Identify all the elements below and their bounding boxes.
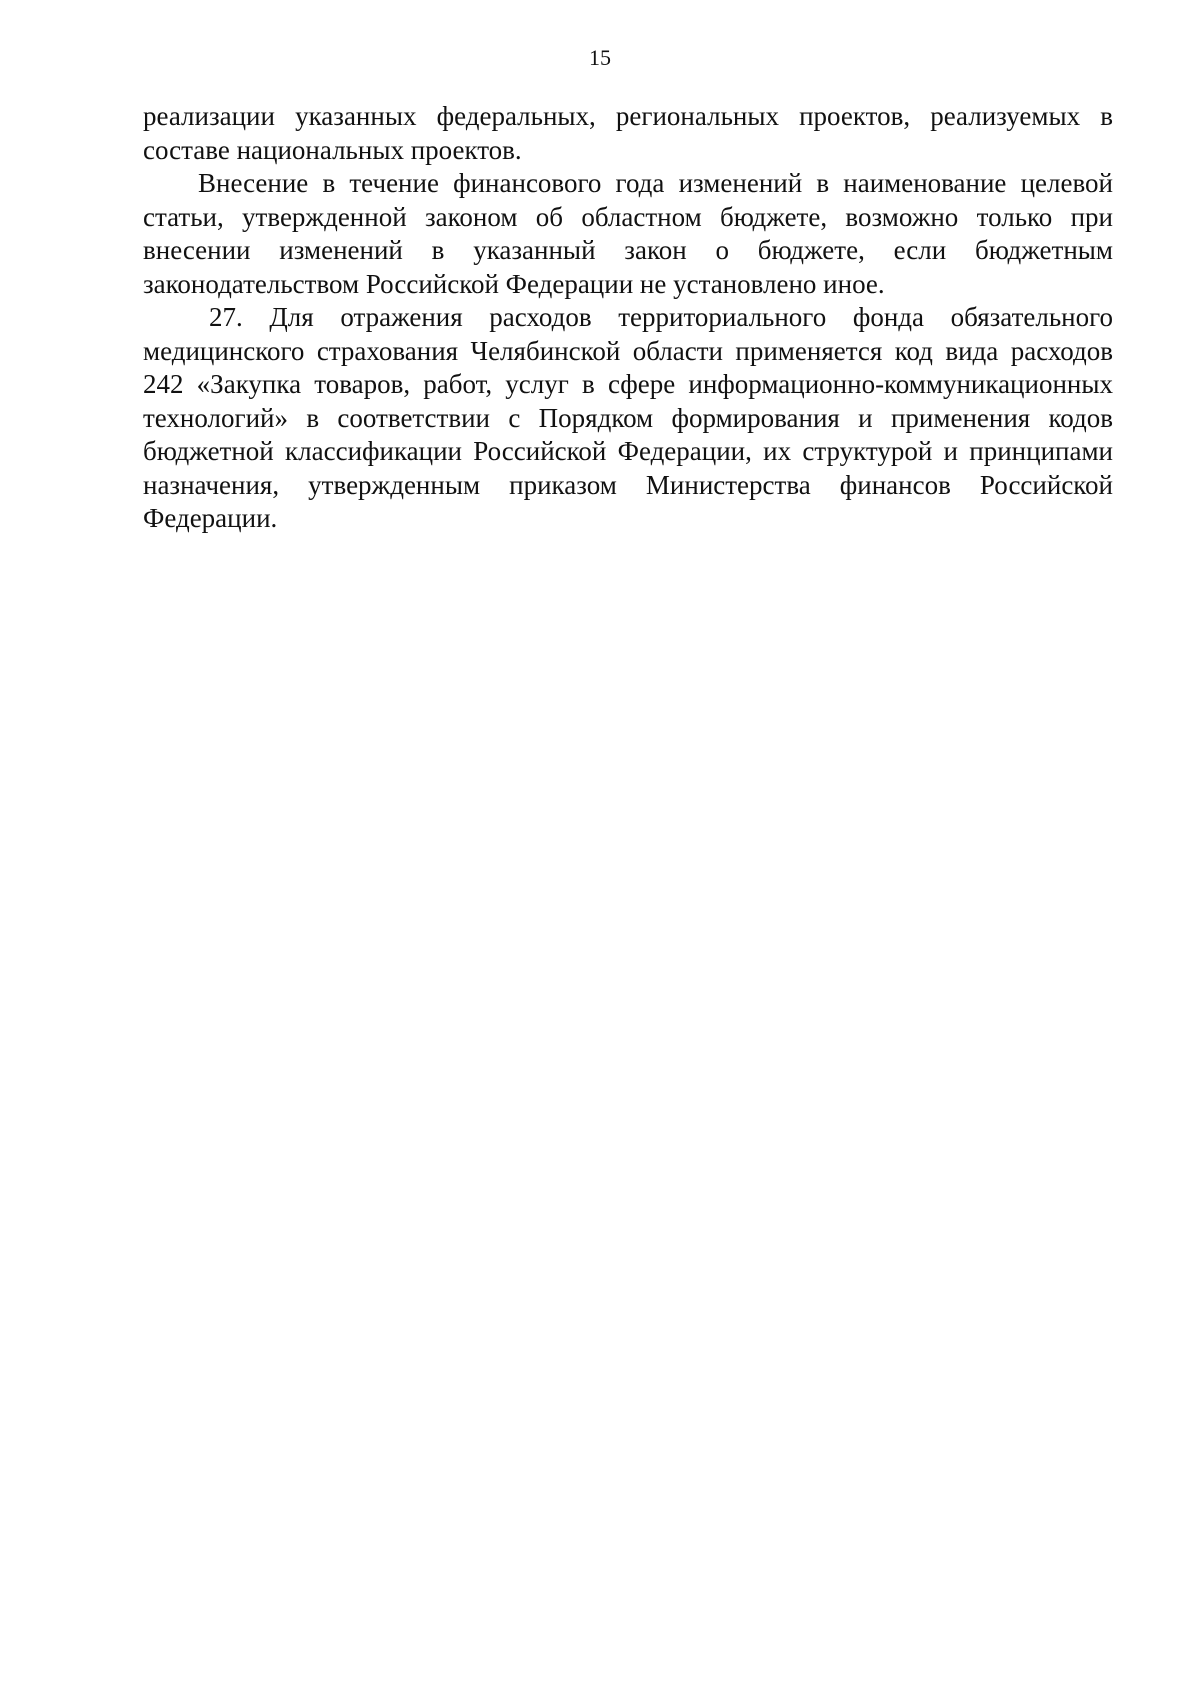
document-body: [143, 100, 1113, 536]
page-number: 15: [589, 45, 611, 70]
paragraph-item-27: 27. Для отражения расходов территориального фонда обязательного медицинского страхования Челябинской области применяется код вида расходов 242 «Закупка товаров, работ, услуг в сфере информационно-коммуникационных технологий» в соответствии с Порядком формирования и применения кодов бюджетной классификации Российской Федерации, их структурой и принципами назначения, утвержденным приказом Министерства финансов Российской Федерации.: [143, 302, 1113, 533]
paragraph-target-article-change: Внесение в течение финансового года изменений в наименование целевой статьи, утвержденной законом об областном бюджете, возможно только при внесении изменений в указанный закон о бюджете, если бюджетным законодательством Российской Федерации не установлено иное.: [143, 168, 1113, 299]
paragraph-continuation: реализации указанных федеральных, региональных проектов, реализуемых в составе национальных проектов.: [143, 101, 1113, 165]
